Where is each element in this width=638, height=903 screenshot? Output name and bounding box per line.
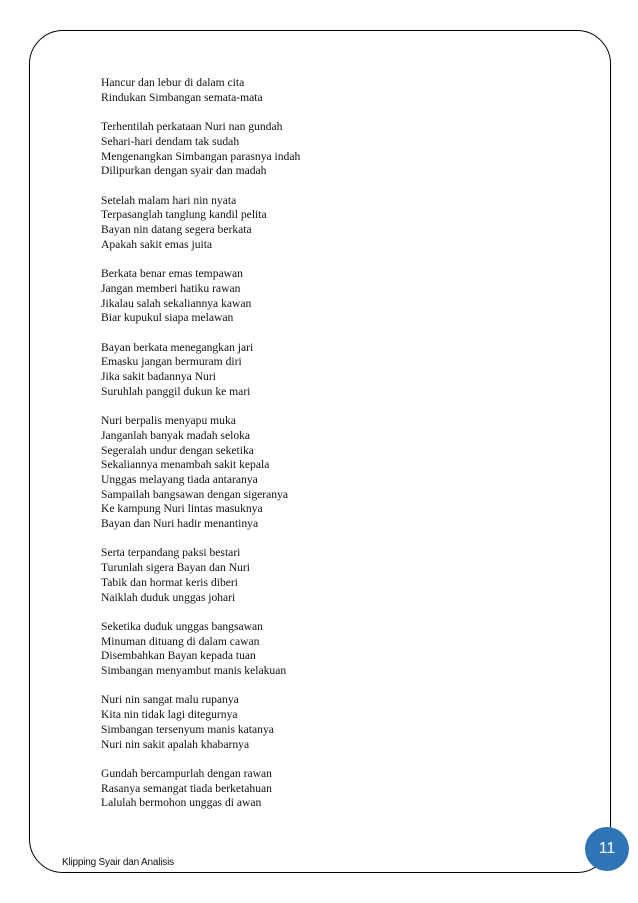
poem-line: Jika sakit badannya Nuri bbox=[101, 370, 216, 383]
poem-stanza bbox=[101, 341, 300, 400]
poem-stanza bbox=[101, 267, 300, 326]
poem-line: Simbangan menyambut manis kelakuan bbox=[101, 664, 287, 678]
poem-line: Simbangan tersenyum manis katanya bbox=[101, 722, 274, 736]
poem-line: Bayan nin datang segera berkata bbox=[101, 223, 252, 236]
poem-line: Tabik dan hormat keris diberi bbox=[101, 575, 238, 589]
poem-line: Segeralah undur dengan seketika bbox=[101, 443, 254, 457]
footer-caption: Klipping Syair dan Analisis bbox=[62, 857, 174, 868]
poem-stanza bbox=[101, 76, 300, 105]
poem-line: Bayan berkata menegangkan jari bbox=[101, 340, 254, 354]
poem-body bbox=[101, 76, 300, 811]
poem-line: Setelah malam hari nin nyata bbox=[101, 193, 237, 207]
poem-stanza bbox=[101, 620, 300, 679]
poem-stanza bbox=[101, 767, 300, 811]
poem-line: Lalulah bermohon unggas di awan bbox=[101, 796, 262, 810]
poem-stanza bbox=[101, 546, 300, 605]
page-number: 11 bbox=[598, 840, 616, 857]
poem-line: Biar kupukul siapa melawan bbox=[101, 311, 234, 325]
poem-line: Nuri nin sakit apalah khabarnya bbox=[101, 737, 250, 751]
poem-line: Unggas melayang tiada antaranya bbox=[101, 472, 258, 486]
poem-stanza bbox=[101, 414, 300, 532]
poem-line: Ke kampung Nuri lintas masuknya bbox=[101, 502, 263, 516]
poem-line: Terpasanglah tanglung kandil pelita bbox=[101, 208, 267, 222]
poem-line: Minuman dituang di dalam cawan bbox=[101, 634, 260, 648]
poem-line: Hancur dan lebur di dalam cita bbox=[101, 76, 245, 89]
poem-line: Rindukan Simbangan semata-mata bbox=[101, 90, 263, 104]
poem-line: Sekaliannya menambah sakit kepala bbox=[101, 458, 270, 472]
poem-line: Terhentilah perkataan Nuri nan gundah bbox=[101, 120, 283, 134]
poem-line: Jikalau salah sekaliannya kawan bbox=[101, 296, 252, 310]
poem-line: Seketika duduk unggas bangsawan bbox=[101, 619, 263, 633]
poem-line: Kita nin tidak lagi ditegurnya bbox=[101, 708, 238, 722]
poem-line: Dilipurkan dengan syair dan madah bbox=[101, 164, 267, 178]
poem-stanza bbox=[101, 194, 300, 253]
poem-line: Turunlah sigera Bayan dan Nuri bbox=[101, 561, 250, 575]
poem-line: Suruhlah panggil dukun ke mari bbox=[101, 384, 251, 398]
poem-line: Nuri nin sangat malu rupanya bbox=[101, 693, 239, 707]
poem-stanza bbox=[101, 120, 300, 179]
poem-line: Sampailah bangsawan dengan sigeranya bbox=[101, 487, 289, 501]
poem-line: Emasku jangan bermuram diri bbox=[101, 355, 242, 369]
poem-line: Bayan dan Nuri hadir menantinya bbox=[101, 517, 259, 531]
poem-line: Nuri berpalis menyapu muka bbox=[101, 414, 236, 428]
poem-stanza bbox=[101, 693, 300, 752]
poem-line: Serta terpandang paksi bestari bbox=[101, 546, 241, 560]
poem-line: Naiklah duduk unggas johari bbox=[101, 590, 236, 604]
page-number-badge bbox=[585, 827, 629, 871]
poem-line: Berkata benar emas tempawan bbox=[101, 267, 243, 281]
poem-line: Sehari-hari dendam tak sudah bbox=[101, 134, 240, 148]
poem-line: Apakah sakit emas juita bbox=[101, 237, 213, 251]
poem-line: Jangan memberi hatiku rawan bbox=[101, 281, 241, 295]
poem-line: Rasanya semangat tiada berketahuan bbox=[101, 781, 272, 795]
poem-line: Janganlah banyak madah seloka bbox=[101, 428, 251, 442]
poem-line: Mengenangkan Simbangan parasnya indah bbox=[101, 149, 301, 163]
poem-line: Disembahkan Bayan kepada tuan bbox=[101, 649, 256, 663]
poem-line: Gundah bercampurlah dengan rawan bbox=[101, 766, 272, 780]
